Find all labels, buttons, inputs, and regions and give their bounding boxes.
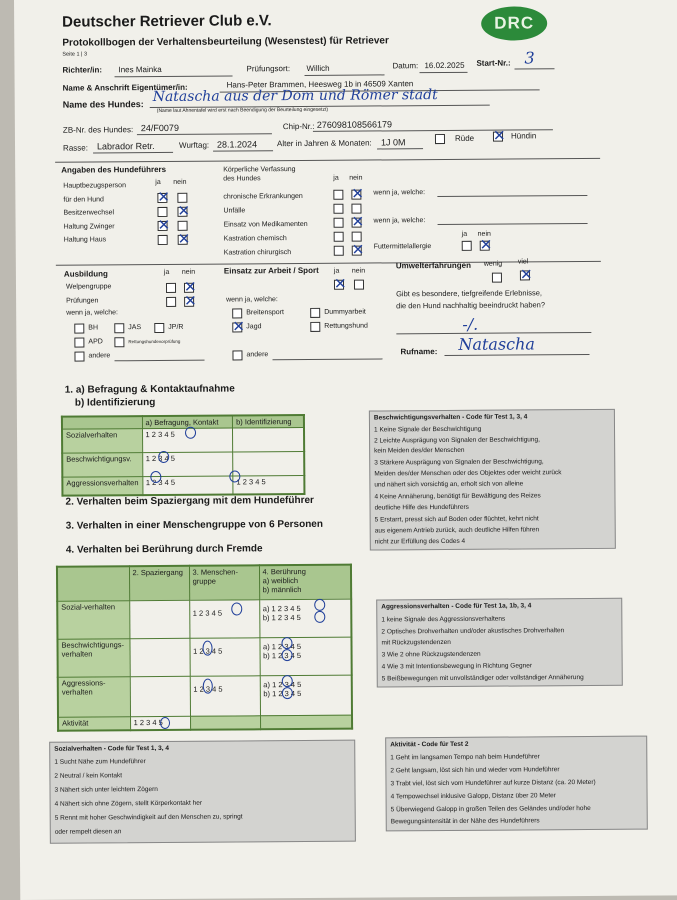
owner-value[interactable]: Hans-Peter Brammen, Heesweg 1b in 46509 Xanten <box>226 79 414 90</box>
male-label: Rüde <box>454 133 475 143</box>
mark-work-hunt: ✕ <box>232 318 245 336</box>
question-answer[interactable]: -/. <box>462 314 479 334</box>
legend-aggression-2b: mit Rückzugstendenzen <box>381 638 451 647</box>
t2-calm-walk[interactable] <box>129 638 189 676</box>
t2-activity-walk[interactable]: 1 2 3 4 5 <box>130 716 190 730</box>
t2-calm-group[interactable]: 1 2 3 4 5 <box>189 637 259 675</box>
legend-social-5: 5 Rennt mit hoher Geschwindigkeit auf den Menschen zu, springt <box>54 813 243 822</box>
t2-social-b: b) <box>262 612 270 622</box>
health-accidents: Unfälle <box>223 207 246 215</box>
legend-calming-5b: aus eigenem Antrieb zurück, auch deutliche Hilfen führen <box>374 526 540 535</box>
t2-aggr-walk[interactable] <box>130 676 190 716</box>
handler-change-yes[interactable] <box>157 207 167 217</box>
section-3: 3. Verhalten in einer Menschengruppe von 6 Personen <box>65 518 324 532</box>
callname-value[interactable]: Natascha <box>458 334 536 354</box>
exams-yes[interactable] <box>166 297 176 307</box>
env-few-box[interactable] <box>492 273 502 283</box>
opt-jpr[interactable] <box>154 323 164 333</box>
t2-calm-a-scale[interactable]: 1 2 3 4 5 <box>271 641 302 651</box>
t1-h1: a) Befragung, Kontakt <box>142 415 233 428</box>
health-yes: ja <box>333 174 339 182</box>
opt-bh[interactable] <box>74 324 84 334</box>
t2-aggr-group-circle <box>203 679 213 694</box>
date-value[interactable]: 16.02.2025 <box>424 60 465 71</box>
work-yes: ja <box>333 267 340 275</box>
exams: Prüfungen <box>66 297 99 305</box>
whelp-label: Wurftag: <box>178 140 210 150</box>
t2-h3 <box>259 565 351 600</box>
dog-name-note: (Name laut Ahnentafel wird erst nach Beendigung der Beurteilung eingesetzt) <box>156 106 329 115</box>
zb-value[interactable]: 24/F0079 <box>140 122 179 134</box>
t1-social-circle <box>185 427 196 439</box>
t1-social-b[interactable] <box>233 427 305 451</box>
legend-calming-1: 1 Keine Signale der Beschwichtigung <box>373 425 482 434</box>
legend-calming-2: 2 Leichte Ausprägung von Signalen der Beschwichtigung, <box>374 436 540 445</box>
training-title: Ausbildung <box>63 269 108 279</box>
health-no: nein <box>349 174 363 182</box>
age-value[interactable]: 1J 0M <box>380 137 406 148</box>
allergy-no: nein <box>477 230 491 238</box>
club-title: Deutscher Retriever Club e.V. <box>62 12 272 31</box>
place-label: Prüfungsort: <box>246 64 291 74</box>
drc-logo: DRC <box>481 6 547 40</box>
protocol-sheet <box>14 0 677 900</box>
mark-allergy-no: ✕ <box>479 236 493 254</box>
t2-social-b-circle <box>314 611 325 623</box>
t2-aggr-a-circle <box>282 675 293 687</box>
legend-calming-3: 3 Stärkere Ausprägung von Signalen der Beschwichtigung, <box>374 458 544 467</box>
male-checkbox[interactable] <box>435 134 445 144</box>
page-number: Seite 1 | 3 <box>62 51 88 58</box>
chronic-which: wenn ja, welche: <box>373 189 426 197</box>
t2-calm-a-circle <box>281 637 292 649</box>
legend-aggression-1: 1 keine Signale des Aggressionsverhaltens <box>381 615 506 624</box>
opt-other-label: andere <box>88 352 111 360</box>
handler-kennel-no[interactable] <box>178 221 188 231</box>
legend-social-5b: oder rempelt diesen an <box>54 828 122 836</box>
t1-row-aggr: Aggressionsverhalten <box>62 477 142 496</box>
exams-which: wenn ja, welche: <box>66 309 118 317</box>
section-2: 2. Verhalten beim Spaziergang mit dem Hundeführer <box>65 494 314 508</box>
puppy-yes[interactable] <box>166 283 176 293</box>
t2-h3-male: b) männlich <box>262 585 302 595</box>
mark-cast-surg-no: ✕ <box>351 241 365 259</box>
cast-surg-yes[interactable] <box>334 246 344 256</box>
t2-h1: 2. Spaziergang <box>129 566 189 600</box>
legend-activity-3: 3 Trabt viel, löst sich vom Hundeführer auf kurze Distanz (ca. 20 Meter) <box>390 778 596 788</box>
legend-calming-5: 5 Erstarrt, presst sich auf Boden oder flüchtet, kehrt nicht <box>374 515 539 524</box>
legend-social-2: 2 Neutral / kein Kontakt <box>54 772 123 780</box>
t1-calm-b[interactable] <box>233 451 305 475</box>
t2-social-a-circle <box>314 599 325 611</box>
t2-social-walk[interactable] <box>129 600 189 638</box>
opt-jas[interactable] <box>114 323 124 333</box>
t2-aggr-b-scale[interactable]: 1 2 3 4 5 <box>272 688 302 698</box>
t2-social-a-scale[interactable]: 1 2 3 4 5 <box>271 603 301 613</box>
t2-calm-group-circle <box>202 641 212 656</box>
legend-social-title: Sozialverhalten - Code für Test 1, 3, 4 <box>54 744 170 753</box>
handler-row-change: Besitzerwechsel <box>63 209 115 217</box>
allergy-label: Futtermittelallergie <box>373 243 432 251</box>
owner-label: Name & Anschrift Eigentümer/in: <box>62 82 188 93</box>
female-label: Hündin <box>510 131 537 141</box>
legend-social <box>49 740 356 844</box>
legend-calming-4: 4 Keine Annäherung, benötigt für Bewältigung des Reizes <box>374 492 541 501</box>
t1-h2: b) Identifizierung <box>233 415 304 428</box>
accidents-yes[interactable] <box>333 204 343 214</box>
t1-corner <box>62 416 142 429</box>
section-1a: 1. a) Befragung & Kontaktaufnahme <box>64 383 235 396</box>
t2-calm-b-scale[interactable]: 1 2 3 4 5 <box>271 650 302 660</box>
t2-aggr-a: a) <box>263 679 270 689</box>
env-many: viel <box>517 258 529 266</box>
age-label: Alter in Jahren & Monaten: <box>276 138 372 149</box>
t2-social-group-circle <box>231 602 242 615</box>
dog-name-value[interactable]: Natascha aus der Dom und Römer stadt <box>152 87 438 106</box>
handler-row-main2: für den Hund <box>63 195 104 204</box>
t1-social-a[interactable]: 1 2 3 4 5 <box>142 428 233 453</box>
opt-rescue-label: Rettungshundevorprüfung <box>128 338 181 345</box>
work-which: wenn ja, welche: <box>226 296 278 304</box>
t2-social-a: a) <box>262 603 270 613</box>
judge-value[interactable]: Ines Mainka <box>118 64 162 75</box>
t2-aggr-a-scale[interactable]: 1 2 3 4 5 <box>272 679 302 689</box>
training-no: nein <box>181 268 196 276</box>
work-no-box[interactable] <box>354 280 364 290</box>
mark-work-yes: ✕ <box>333 275 347 293</box>
opt-jpr-label: JP/R <box>168 323 184 331</box>
t1-aggr-b[interactable]: 1 2 3 4 5 <box>233 475 304 493</box>
work-rescue[interactable] <box>310 322 320 332</box>
t2-h2: 3. Menschen-gruppe <box>189 565 259 599</box>
chip-value[interactable]: 276098108566179 <box>316 119 393 130</box>
t2-row-social: Sozial-verhalten <box>57 600 129 639</box>
legend-aggression-2: 2 Optisches Drohverhalten und/oder akustisches Drohverhalten <box>381 627 565 636</box>
opt-jas-label: JAS <box>128 324 142 332</box>
question-line2: die den Hund nachhaltig beeindruckt haben? <box>396 300 546 311</box>
place-value[interactable]: Willich <box>306 63 330 73</box>
legend-social-4: 4 Nähert sich ohne Zögern, stellt Körperkontakt her <box>54 799 203 808</box>
opt-rescue[interactable] <box>114 337 124 347</box>
t2-aggr-b: b) <box>263 688 271 698</box>
legend-calming-3b: Meiden des/der Menschen oder des Objektes oder weicht zurück <box>374 469 562 478</box>
mark-main-yes: ✕ <box>157 188 171 207</box>
mark-env-many: ✕ <box>519 266 533 284</box>
handler-row-kennel: Haltung Zwinger <box>63 222 115 231</box>
t2-calm-b-circle <box>282 649 293 661</box>
t2-aggr-touch[interactable] <box>260 675 352 716</box>
puppy-group: Welpengruppe <box>65 283 112 291</box>
handler-title: Angaben des Hundeführers <box>61 164 167 175</box>
work-dummy[interactable] <box>310 308 320 318</box>
t2-social-b-scale[interactable]: 1 2 3 4 5 <box>271 612 301 622</box>
t2-row-aggr: Aggressions-verhalten <box>58 676 130 717</box>
mark-change-no: ✕ <box>177 202 191 220</box>
legend-activity-title: Aktivität - Code für Test 2 <box>390 740 469 749</box>
training-yes: ja <box>163 268 170 276</box>
legend-activity-5b: Bewegungsintensität in der Nähe des Hundeführers <box>390 817 540 826</box>
judge-label: Richter/in: <box>62 65 103 75</box>
legend-social-3: 3 Nähert sich unter leichtem Zögern <box>54 786 158 794</box>
health-title1: Körperliche Verfassung <box>223 166 296 174</box>
race-value[interactable]: Labrador Retr. <box>96 141 155 152</box>
t1-calm-circle <box>158 451 169 463</box>
t2-social-touch[interactable] <box>259 599 351 638</box>
allergy-yes-box[interactable] <box>462 241 472 251</box>
cast-chem-no[interactable] <box>352 232 362 242</box>
start-label: Start-Nr.: <box>476 58 511 68</box>
legend-activity <box>385 736 648 832</box>
zb-label: ZB-Nr. des Hundes: <box>62 125 134 135</box>
t2-calm-b: b) <box>263 650 270 660</box>
work-other[interactable] <box>232 350 242 360</box>
accidents-no[interactable] <box>351 204 361 214</box>
table-contact <box>61 414 306 496</box>
mark-exams-no: ✕ <box>184 292 197 310</box>
work-hunt-label: Jagd <box>246 323 262 331</box>
health-title2: des Hundes <box>223 175 261 183</box>
legend-activity-2: 2 Geht langsam, löst sich hin und wieder vom Hundeführer <box>390 766 560 775</box>
work-rescue-label: Rettungshund <box>324 322 368 330</box>
mark-kennel-yes: ✕ <box>157 216 171 235</box>
t2-activity-touch <box>260 715 352 730</box>
allergy-yes: ja <box>461 230 468 238</box>
t2-aggr-group[interactable]: 1 2 3 4 5 <box>190 675 260 715</box>
legend-aggression-4: 4 Wie 3 mit Intentionsbewegung in Richtung Gegner <box>381 662 532 671</box>
legend-activity-4: 4 Tempowechsel inklusive Galopp, Distanz über 20 Meter <box>390 792 556 801</box>
opt-apd[interactable] <box>74 338 84 348</box>
t2-social-group[interactable]: 1 2 3 4 5 <box>189 599 259 637</box>
mark-house-no: ✕ <box>177 230 191 248</box>
date-label: Datum: <box>392 61 419 71</box>
whelp-value[interactable]: 28.1.2024 <box>216 139 258 150</box>
mark-puppy-no: ✕ <box>183 278 197 296</box>
legend-activity-5: 5 Überwiegend Galopp in großen Teilen des Geländes und/oder hohe <box>390 804 591 814</box>
handler-yes: ja <box>155 178 161 187</box>
opt-apd-label: APD <box>88 338 103 346</box>
race-label: Rasse: <box>63 143 88 153</box>
t1-aggr-a[interactable]: 1 2 3 4 5 <box>142 476 233 495</box>
legend-aggression-title: Aggressionsverhalten - Code für Test 1a, 1b, 3, 4 <box>381 602 532 611</box>
health-chronic: chronische Erkrankungen <box>223 192 303 201</box>
handler-house-yes[interactable] <box>158 235 168 245</box>
health-castration-surg: Kastration chirurgisch <box>223 249 292 257</box>
work-breitensport[interactable] <box>232 308 242 318</box>
t2-corner <box>57 566 129 601</box>
legend-calming-4b: deutliche Hilfe des Hundeführers <box>374 503 469 512</box>
section-4: 4. Verhalten bei Berührung durch Fremde <box>65 543 263 556</box>
t1-row-calm: Beschwichtigungsv. <box>62 453 142 478</box>
t1-calm-a[interactable]: 1 2 3 4 5 <box>142 452 233 477</box>
env-few: wenig <box>483 260 503 268</box>
handler-row-main: Hauptbezugsperson <box>63 182 126 190</box>
t2-row-calm: Beschwichtigungs-verhalten <box>57 638 129 677</box>
female-check-mark: ✕ <box>492 127 506 145</box>
legend-calming-3c: und nähert sich vorsichtig an, erholt sich von alleine <box>374 480 524 489</box>
health-castration-chem: Kastration chemisch <box>223 235 287 243</box>
legend-calming <box>369 409 616 551</box>
legend-calming-5c: nicht zur Erfüllung des Codes 4 <box>374 537 466 546</box>
t2-h3-female: a) weiblich <box>262 576 299 586</box>
legend-social-1: 1 Sucht Nähe zum Hundeführer <box>54 758 146 766</box>
form-subtitle: Protokollbogen der Verhaltensbeurteilung (Wesenstest) für Retriever <box>62 35 389 49</box>
t2-activity-group <box>190 715 260 729</box>
t2-aggr-b-circle <box>282 687 293 699</box>
start-value[interactable]: 3 <box>524 48 535 68</box>
mark-chronic-no: ✕ <box>351 185 365 203</box>
legend-aggression-3: 3 Wie 2 ohne Rückzugstendenzen <box>381 650 481 659</box>
work-dummy-label: Dummyarbeit <box>324 308 366 316</box>
legend-calming-2b: kein Meiden des/der Menschen <box>374 446 465 455</box>
handler-no: nein <box>173 178 187 186</box>
legend-aggression-5: 5 Beißbewegungen mit unvollständiger oder vollständiger Annäherung <box>381 674 584 683</box>
callname-label: Rufname: <box>400 347 438 357</box>
handler-main-no[interactable] <box>177 193 187 203</box>
cast-chem-yes[interactable] <box>334 232 344 242</box>
t1-aggr-circle <box>150 471 161 483</box>
work-no: nein <box>351 267 366 275</box>
legend-aggression <box>376 598 623 688</box>
question-line1: Gibt es besondere, tiefgreifende Erlebnisse, <box>396 288 543 299</box>
handler-row-house: Haltung Haus <box>63 236 107 244</box>
t2-calm-a: a) <box>262 641 270 651</box>
t2-row-activity: Aktivität <box>58 716 130 731</box>
t2-calm-touch[interactable] <box>259 637 351 676</box>
opt-bh-label: BH <box>88 324 99 332</box>
t2-h3-title: 4. Berührung <box>262 566 306 577</box>
t1-row-social: Sozialverhalten <box>62 429 142 454</box>
health-medication: Einsatz von Medikamenten <box>223 220 308 229</box>
chronic-yes[interactable] <box>333 190 343 200</box>
medication-yes[interactable] <box>334 218 344 228</box>
chip-label: Chip-Nr.: <box>282 121 315 132</box>
env-title: Umwelterfahrungen <box>395 260 472 271</box>
work-other-label: andere <box>246 351 269 359</box>
dog-name-label: Name des Hundes: <box>62 99 144 110</box>
legend-activity-1: 1 Geht im langsamen Tempo nah beim Hundeführer <box>390 753 540 762</box>
t1-aggr-b-circle <box>229 470 240 482</box>
section-1b: b) Identifizierung <box>74 397 156 409</box>
work-title: Einsatz zur Arbeit / Sport <box>223 265 319 276</box>
mark-medication-no: ✕ <box>351 213 365 231</box>
opt-other[interactable] <box>74 352 84 362</box>
legend-calming-title: Beschwichtigungsverhalten - Code für Test 1, 3, 4 <box>373 413 528 422</box>
work-breitensport-label: Breitensport <box>246 309 284 317</box>
t2-activity-circle <box>160 717 170 729</box>
medication-which: wenn ja, welche: <box>373 217 426 225</box>
